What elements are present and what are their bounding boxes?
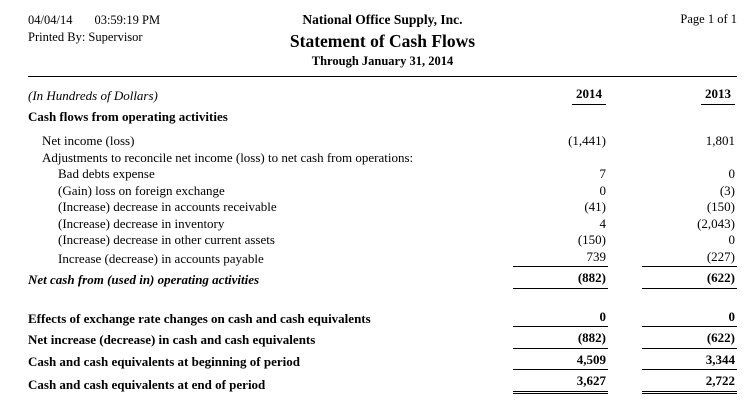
table-row: [28, 330, 737, 349]
value-2014: (882): [513, 330, 608, 349]
row-label: Adjustments to reconcile net income (loss) to net cash from operations:: [42, 149, 414, 165]
units-label: (In Hundreds of Dollars): [28, 88, 158, 103]
company-name: National Office Supply, Inc.: [302, 12, 463, 27]
table-row: [28, 109, 737, 126]
value-2013: 0: [728, 232, 735, 247]
print-date: 04/04/14: [28, 13, 73, 27]
header-right: [475, 12, 737, 27]
table-row: [28, 199, 737, 216]
table-row-subtotal: [28, 270, 737, 289]
report-title: Statement of Cash Flows: [289, 31, 476, 51]
table-column-header: [28, 86, 737, 105]
value-2014: 739: [513, 249, 608, 268]
value-2013: (2,043): [697, 215, 735, 231]
print-datetime: [28, 12, 290, 29]
value-2014: 4,509: [513, 352, 608, 371]
value-2014: 4: [599, 215, 606, 231]
row-label: (Increase) decrease in other current assets: [58, 232, 275, 247]
value-2013: 3,344: [642, 352, 737, 371]
value-2013: (227): [642, 249, 737, 268]
page-number: Page 1 of 1: [680, 12, 737, 26]
row-label: Net increase (decrease) in cash and cash equivalents: [28, 332, 316, 347]
value-2014: 0: [513, 309, 608, 328]
report-subtitle: Through January 31, 2014: [311, 54, 454, 68]
row-label: Cash and cash equivalents at beginning of period: [28, 353, 300, 369]
value-2013: 0: [728, 166, 735, 181]
table-row-total: [28, 373, 737, 394]
header-center: [290, 12, 475, 69]
value-2013: 1,801: [705, 133, 735, 148]
header-left: [28, 12, 290, 46]
row-label: Net cash from (used in) operating activities: [28, 272, 260, 287]
row-label: Cash and cash equivalents at end of period: [28, 377, 266, 392]
table-row: [28, 133, 737, 150]
value-2014: 3,627: [513, 373, 608, 394]
column-2013: [642, 86, 737, 105]
row-label: Net income (loss): [42, 133, 135, 148]
header-divider: [28, 76, 737, 77]
row-label: (Increase) decrease in inventory: [58, 215, 225, 231]
column-2014: [513, 86, 608, 105]
value-2013: (622): [642, 330, 737, 349]
value-2013: (3): [719, 182, 735, 198]
table-row: [28, 166, 737, 183]
table-row: [28, 183, 737, 200]
table-row: [28, 309, 737, 328]
value-2013: 2,722: [642, 373, 737, 394]
row-label: Bad debts expense: [58, 166, 155, 181]
table-row: [28, 216, 737, 233]
table-row: [28, 249, 737, 268]
table-row: [28, 232, 737, 249]
table-row: [28, 352, 737, 371]
value-2013: (622): [642, 270, 737, 289]
table-row: [28, 150, 737, 167]
report-header: [28, 12, 737, 69]
row-label: Cash flows from operating activities: [28, 108, 228, 124]
row-label: (Gain) loss on foreign exchange: [58, 182, 225, 198]
row-label: Increase (decrease) in accounts payable: [58, 250, 264, 266]
row-label: Effects of exchange rate changes on cash and cash equivalents: [28, 310, 371, 326]
value-2013: 0: [642, 309, 737, 328]
row-label: (Increase) decrease in accounts receivable: [58, 199, 277, 214]
value-2014: (1,441): [568, 133, 606, 148]
value-2014: (882): [513, 270, 608, 289]
printed-by: Printed By: Supervisor: [28, 30, 143, 44]
value-2014: 7: [599, 166, 606, 181]
value-2014: (150): [577, 232, 606, 247]
value-2014: 0: [599, 182, 606, 198]
value-2013: (150): [706, 199, 735, 214]
value-2014: (41): [584, 199, 606, 214]
column-header-2014: 2014: [572, 86, 606, 105]
print-time: 03:59:19 PM: [94, 13, 161, 27]
column-header-2013: 2013: [701, 86, 735, 105]
